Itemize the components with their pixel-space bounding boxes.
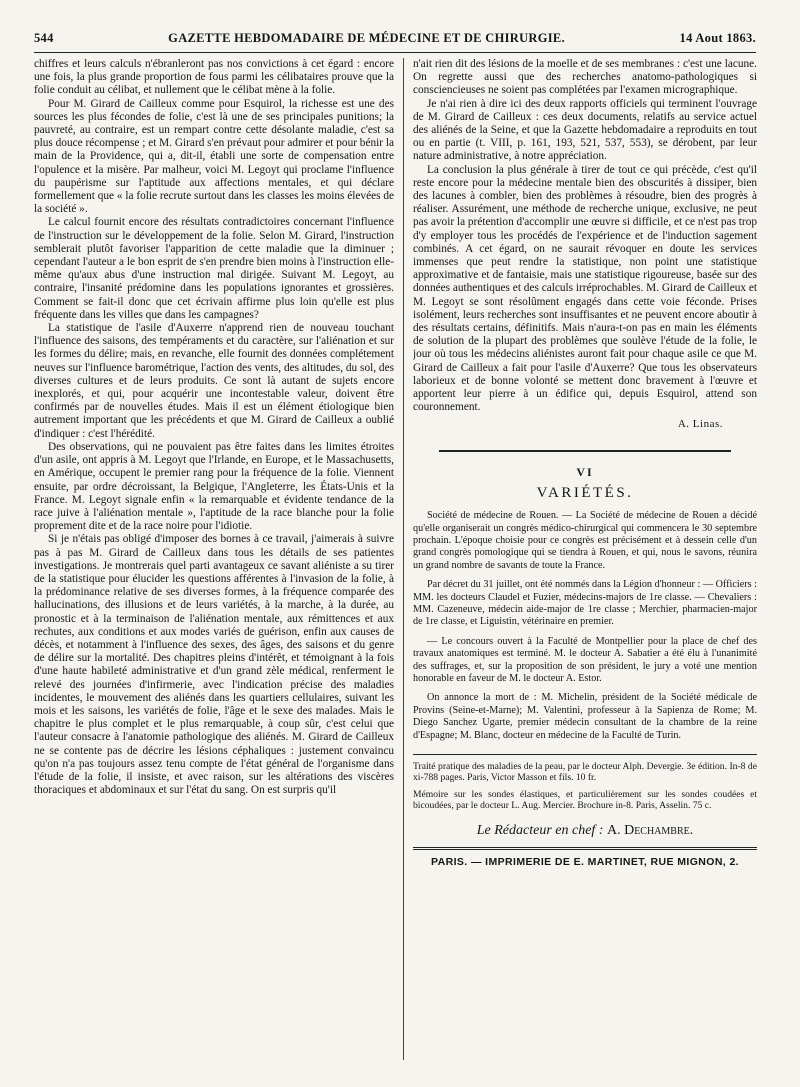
printer-imprint: PARIS. — IMPRIMERIE DE E. MARTINET, RUE MIGNON, 2. (431, 855, 739, 868)
editor-name: A. Dechambre. (606, 822, 694, 838)
bibliography-entry: Traité pratique des maladies de la peau, par le docteur Alph. Devergie. 3e édition. In-8 de xi-788 pages. Paris, Victor Masson et fils. 10 fr. (413, 761, 757, 784)
imprint-rule (413, 847, 757, 850)
paragraph: La conclusion la plus générale à tirer de tout ce qui précède, c'est qu'il reste encore pour la médecine mentale bien des obscurités à dissiper, bien des lacunes à combler, bien des problèmes à résoudre, bien des progrès à réaliser. Assurément, une méthode de recherche unique, exclusive, ne peut pas avoir la prétention d'accomplir une œuvre si difficile, et ce n'est pas trop d'y employer tous les procédés de l'expérience et de l'induction sagement combinés. A cet égard, on ne saurait révoquer en doute les services immenses que peut rendre la statistique, non point une statistique approximative et de fantaisie, mais une statistique rigoureuse, basée sur des données authentiques et des calculs irréprochables. M. Girard de Cailleux et M. Legoyt se sont résolûment engagés dans cette voie féconde. Prises isolément, leurs recherches sont insuffisantes et ne peuvent encore aboutir à des résultats certains, définitifs. Mais n'aura-t-on pas en main les éléments de solution de la plupart des problèmes que soulève l'étude de la folie, le jour où tous les médecins aliénistes auront fait pour chaque asile ce que M. Girard de Cailleux a fait pour l'asile d'Auxerre? Que tous les observateurs laborieux et de bonne volonté se mettent donc bravement à l'œuvre et apportent leur pierre à un édifice qui, depuis Esquirol, attend son couronnement. (413, 163, 757, 414)
editor-line (413, 824, 757, 837)
paragraph: La statistique de l'asile d'Auxerre n'apprend rien de nouveau touchant l'influence des saisons, des tempéraments et du caractère, sur l'aliénation et sur les formes du délire; mais, en revanche, elle fournit des données complétement neuves sur l'influence barométrique, l'action des vents, des altitudes, du sol, des diverses cultures et de leurs produits. Ce sont là autant de sujets encore inexplorés, et qui, pour acquérir une incontestable valeur, doivent être confirmés par de nouvelles études. Mais il est un élément étiologique bien autrement important que les précédents et que M. Girard de Cailleux a oublié d'indiquer : c'est l'hérédité. (34, 322, 394, 440)
editor-label: Le Rédacteur en chef : (476, 822, 604, 838)
bibliography (413, 761, 757, 812)
bibliography-entry: Mémoire sur les sondes élastiques, et particulièrement sur les sondes coudées et bicoudées, par le docteur L. Aug. Mercier. Brochure in-8. Paris, Asselin. 75 c. (413, 788, 757, 812)
paragraph: Si je n'étais pas obligé d'imposer des bornes à ce travail, j'aimerais à suivre pas à pas M. Girard de Cailleux dans tous les détails de ses patientes investigations. Je montrerais quel parti avantageux ce savant aliéniste a su tirer de la statistique pour élucider les questions afférentes à l'invasion de la folie, à la prédominance relative de ses diverses formes, à la fréquence comparée des hallucinations, des illusions et de leurs variétés, à la marche, à la durée, au pronostic et à la terminaison de l'aliénation mentale, aux rémittences et aux rechutes, aux conditions et aux modes variés de guérison, enfin aux causes de décès, et notamment à l'influence des sexes, des âges, des saisons et du genre de délire sur la mortalité. Des chapitres pleins d'intérêt, et témoignant à la fois d'une haute habileté administrative et d'un grand zèle médical, renferment le relevé des journées d'infirmerie, avec l'indication précise des maladies incidentes, le mouvement des aliénés dans les quartiers cellulaires, suivant les mois et les saisons, les variétés de folie, l'âge et le sexe des malades. Mais le chapitre le plus complet et le plus remarquable, à coup sûr, c'est celui que l'auteur consacre à l'anatomie pathologique des aliénés. M. Girard de Cailleux ne se contente pas de décrire les lésions céphaliques : justement convaincu qu'on n'a pas toujours assez tenu compte de l'état général de l'organisme dans l'étude de la folie, il insiste, et avec raison, sur les altérations des viscères thoraciques et abdominaux et sur l'état du sang. On est surpris qu'il (34, 533, 394, 797)
news-item: On annonce la mort de : M. Michelin, président de la Société médicale de Provins (Seine-et-Marne); M. Valentini, professeur à la Sapienza de Rome; M. Diego Sanchez Ugarte, premier médecin consultant de la chambre de la reine d'Espagne; M. Blanc, docteur en médecine de la Faculté de Turin. (413, 692, 757, 741)
paragraph: Pour M. Girard de Cailleux comme pour Esquirol, la richesse est une des sources les plus fécondes de folie, c'est là une de ses principales punitions; la pauvreté, au contraire, est un rempart contre cette désolante maladie, c'est sa plus douce récompense ; et M. Girard s'en prévaut pour admirer et pour bénir la main de la Providence, qui a, dit-il, établi une sorte de compensation entre l'opulence et la misère. Par malheur, voici M. Legoyt qui proclame l'influence du paupérisme sur l'aptitude aux affections mentales, et qui déclare formellement que « la folie recrute surtout dans les classes les moins élevées de la société ». (34, 97, 394, 216)
header-rule (34, 52, 756, 53)
section-number: VI (576, 464, 594, 479)
left-column (34, 58, 394, 1068)
column-divider (403, 58, 404, 1060)
news-item: Société de médecine de Rouen. — La Société de médecine de Rouen a décidé qu'elle organiserait un congrès médico-chirurgical qui commencera le 30 septembre prochain. L'époque choisie pour ce congrès est précisément et à dessein celle d'un grand congrès pomologique qui se tiendra à Rouen, et qui, nous le savons, réunira un grand nombre de savants de toute la France. (413, 510, 757, 571)
section-rule (439, 450, 731, 452)
right-column (413, 58, 757, 1078)
running-header (34, 27, 756, 49)
paragraph: Des observations, qui ne pouvaient pas être faites dans les limites étroites d'un asile, ont appris à M. Legoyt que l'Irlande, en Europe, et le Massachusetts, en Amérique, occupent le premier rang pour la fréquence de la folie. Viennent ensuite, par ordre décroissant, la Belgique, l'Angleterre, les États-Unis et la France. M. Legoyt signale enfin « la remarquable et évidente tendance de la race juive à l'aliénation mentale », l'aptitude de la race blanche pour la folie proprement dite et de la race noire pour l'idiotie. (34, 440, 394, 533)
journal-title: GAZETTE HEBDOMADAIRE DE MÉDECINE ET DE CHIRURGIE. (168, 30, 565, 45)
section-title: VARIÉTÉS. (536, 484, 634, 501)
paragraph: n'ait rien dit des lésions de la moelle et de ses membranes : c'est une lacune. On regrette aussi que des recherches anatomo-pathologiques si consciencieuses ne soient pas complétées par l'examen micrographique. (413, 58, 757, 97)
varietes-section (413, 510, 757, 742)
issue-date: 14 Aout 1863. (679, 30, 756, 45)
paragraph: Je n'ai rien à dire ici des deux rapports officiels qui terminent l'ouvrage de M. Girard de Cailleux : ces deux documents, relatifs au service actuel des aliénés de la Seine, et que la Gazette hebdomadaire a reproduits en tout ou en partie (t. VIII, p. 161, 193, 521, 537, 553), se dérobent, par leur nature administrative, à notre appréciation. (413, 97, 757, 163)
page-number: 544 (34, 30, 54, 45)
bibliography-rule (413, 754, 757, 755)
author-signature: A. Linas. (677, 418, 723, 431)
news-item: Par décret du 31 juillet, ont été nommés dans la Légion d'honneur : — Officiers : MM. les docteurs Claudel et Fuzier, médecins-majors de 1re classe. — Chevaliers : MM. Cazeneuve, médecin aide-major de 1re classe ; Merchier, pharmacien-major de 1re classe, et Liguistin, vétérinaire en premier. (413, 579, 757, 628)
paragraph: chiffres et leurs calculs n'ébranleront pas nos convictions à cet égard : encore une fois, la plus grande proportion de fous parmi les célibataires prouve que la folie conduit au célibat, et nullement que le célibat mène à la folie. (34, 58, 394, 97)
paragraph: Le calcul fournit encore des résultats contradictoires concernant l'influence de l'instruction sur le développement de la folie. Selon M. Girard, l'instruction semblerait plutôt favoriser l'apparition de cette maladie que la diminuer ; cependant l'auteur a le bon esprit de s'en prendre bien moins à l'instruction elle-même qu'aux abus d'une instruction mal dirigée. Suivant M. Legoyt, au contraire, l'insanité prédomine dans les populations ignorantes et grossières. Comment se fait-il donc que cet écrivain affirme plus loin qu'elle est plus fréquente dans les villes que dans les campagnes? (34, 216, 394, 321)
news-item: — Le concours ouvert à la Faculté de Montpellier pour la place de chef des travaux anatomiques est terminé. M. le docteur A. Sabatier a été élu à l'unanimité des suffrages, et, sur la proposition de son président, le jury a voté une mention honorable en faveur de M. le docteur A. Estor. (413, 635, 757, 684)
